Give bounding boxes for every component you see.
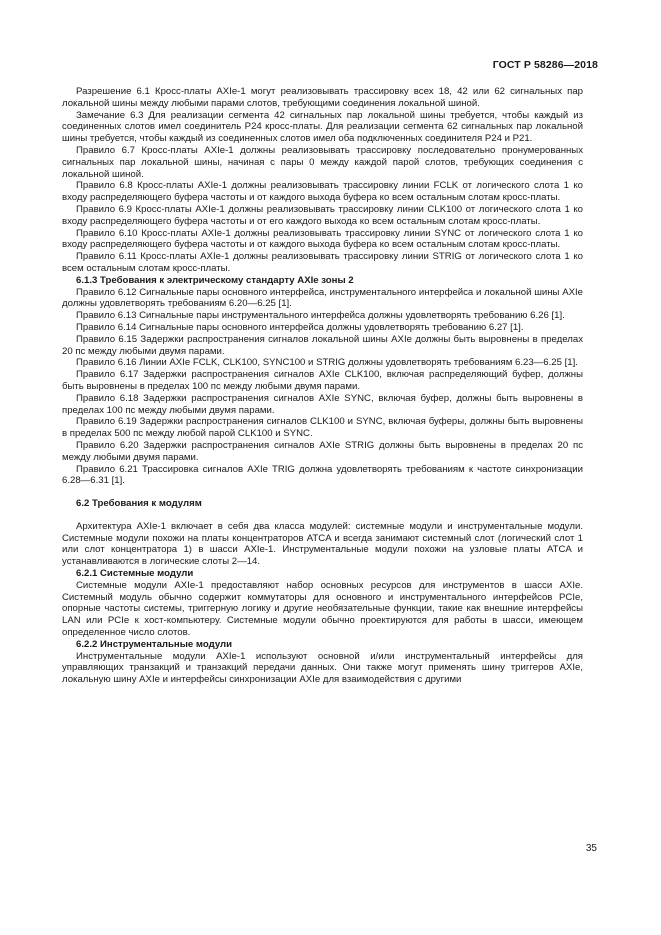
section-gap <box>62 487 583 498</box>
paragraph: Правило 6.16 Линии AXIe FCLK, CLK100, SYNC100 и STRIG должны удовлетворять требованиям 6.23—6.25 [1]. <box>76 357 578 369</box>
section-heading: 6.2 Требования к модулям <box>76 498 202 510</box>
paragraph: Правило 6.13 Сигнальные пары инструментального интерфейса должны удовлетворять требованию 6.26 [1]. <box>76 310 565 322</box>
document-body <box>62 86 583 686</box>
paragraph: Правило 6.9 Кросс-платы AXIe-1 должны реализовывать трассировку линии CLK100 от логического слота 1 ко входу распределяющего буфера частоты и от его каждого выхода ко всем остальным слотам кросс-платы. <box>62 203 583 227</box>
paragraph: Правило 6.20 Задержки распространения сигналов AXIe STRIG должны быть выровнены в пределах 20 пс между любыми двумя парами. <box>62 439 583 463</box>
paragraph: Замечание 6.3 Для реализации сегмента 42 сигнальных пар локальной шины требуется, чтобы каждый из соединенных слотов имел соединитель P24 кросс-платы. Для реализации сегмента 62 сигнальных пар локальной шины требуется, чтобы каждый из соединенных слотов имел оба подключенных соединителя P24 и P21. <box>62 109 583 145</box>
paragraph: Разрешение 6.1 Кросс-платы AXIe-1 могут реализовывать трассировку всех 18, 42 или 62 сигнальных пар локальной шины между любыми парами слотов, требующими соединения локальной шиной. <box>62 86 583 109</box>
paragraph: Правило 6.12 Сигнальные пары основного интерфейса, инструментального интерфейса и локальной шины AXIe должны удовлетворять требованиям 6.20—6.25 [1]. <box>62 286 583 310</box>
paragraph: Правило 6.10 Кросс-платы AXIe-1 должны реализовывать трассировку линии SYNC от логического слота 1 ко входу распределяющего буфера частоты и от каждого выхода буфера ко всем остальным слотам кросс-платы. <box>62 227 583 251</box>
paragraph: Системные модули AXIe-1 предоставляют набор основных ресурсов для инструментов в шасси AXIe. Системный модуль обычно содержит коммутаторы для основного и инструментального интерфейсов PCIe, опорные частоты системы, триггерную логику и другие необязательные функции, такие как внешние интерфейсы LAN или PCIe к хост-компьютеру. Системные модули обычно проектируются для работы в шасси, имеющем определенное число слотов. <box>62 579 583 639</box>
paragraph: Правило 6.15 Задержки распространения сигналов локальной шины AXIe должны быть выровнены в пределах 20 пс между любыми двумя парами. <box>62 333 583 357</box>
paragraph: Правило 6.7 Кросс-платы AXIe-1 должны реализовывать трассировку последовательно пронумерованных сигнальных пар локальной шины, начиная с пары 0 между каждой парой слотов, требующих соединения с локальной шиной. <box>62 144 583 180</box>
section-gap <box>62 510 583 521</box>
paragraph: Правило 6.17 Задержки распространения сигналов AXIe CLK100, включая распределяющий буфер, должны быть выровнены в пределах 100 пс между любыми двумя парами. <box>62 369 583 392</box>
paragraph: Архитектура AXIe-1 включает в себя два класса модулей: системные модули и инструментальные модули. Системные модули похожи на платы концентраторов ATCA и всегда занимают системный слот (логический слот 1 или слот концентратора 1) в шасси AXIe-1. Инструментальные модули похожи на узловые платы ATCA и устанавливаются в логические слоты 2—14. <box>62 520 583 568</box>
paragraph: Правило 6.8 Кросс-платы AXIe-1 должны реализовывать трассировку линии FCLK от логического слота 1 ко входу распределяющего буфера частоты и от каждого выхода буфера ко всем остальным слотам кросс-платы. <box>62 180 583 204</box>
paragraph: Правило 6.11 Кросс-платы AXIe-1 должны реализовывать трассировку линии STRIG от логического слота 1 ко всем остальным слотам кросс-платы. <box>62 251 583 274</box>
paragraph: Правило 6.14 Сигнальные пары основного интерфейса должны удовлетворять требованию 6.27 [1]. <box>76 321 524 333</box>
section-heading: 6.2.2 Инструментальные модули <box>76 638 233 650</box>
paragraph: Правило 6.19 Задержки распространения сигналов CLK100 и SYNC, включая буферы, должны быть выровнены в пределах 500 пс между любой парой CLK100 и SYNC. <box>62 416 583 440</box>
section-heading: 6.1.3 Требования к электрическому стандарту AXIe зоны 2 <box>76 274 354 286</box>
section-heading: 6.2.1 Системные модули <box>76 568 194 580</box>
standard-header: ГОСТ Р 58286—2018 <box>492 59 598 71</box>
paragraph: Правило 6.18 Задержки распространения сигналов AXIe SYNC, включая буфер, должны быть выровнены в пределах 100 пс между любыми двумя парами. <box>62 392 583 416</box>
paragraph: Инструментальные модули AXIe-1 используют основной и/или инструментальный интерфейсы для управляющих транзакций и транзакций передачи данных. Они также могут применять шину триггеров AXIe, локальную шину AXIe и интерфейсы синхронизации AXIe для взаимодействия с другими <box>62 650 583 686</box>
paragraph: Правило 6.21 Трассировка сигналов AXIe TRIG должна удовлетворять требованиям к частоте синхронизации 6.28—6.31 [1]. <box>62 463 583 487</box>
page-number: 35 <box>585 843 597 854</box>
